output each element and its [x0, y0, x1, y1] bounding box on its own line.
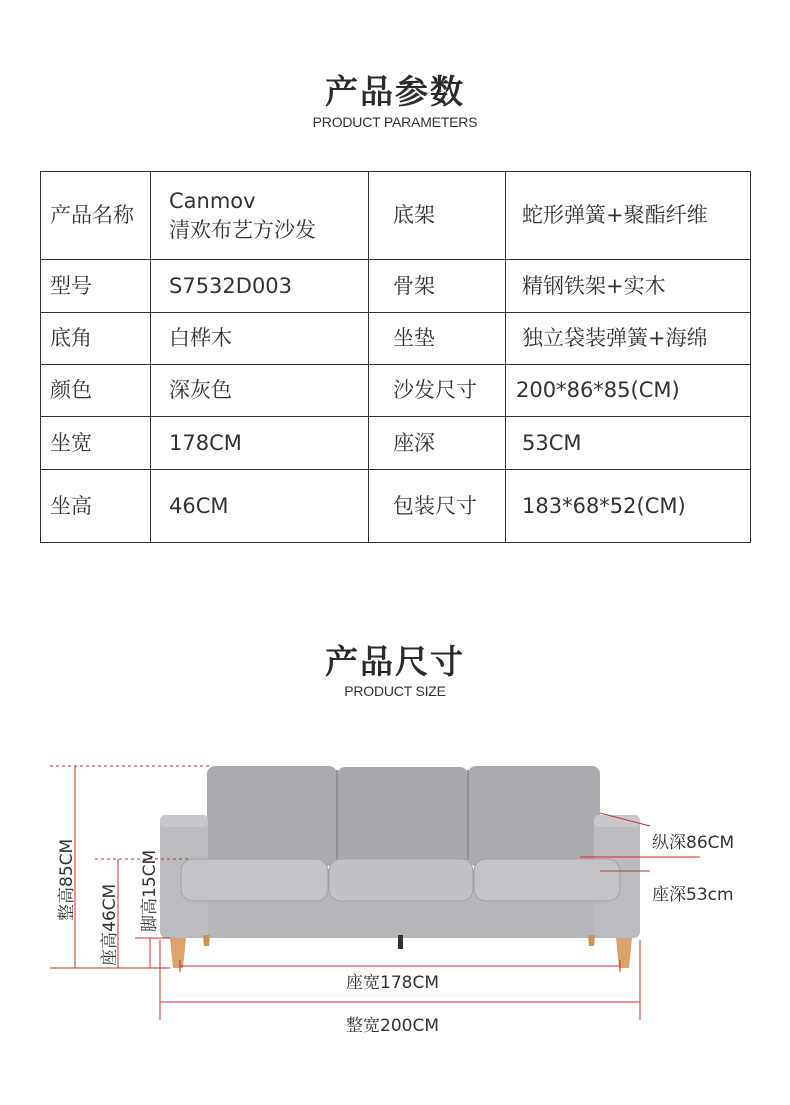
total-width-label: 整宽200CM: [346, 1016, 439, 1036]
product-name: 清欢布艺方沙发: [169, 217, 316, 242]
param-value: S7532D003: [151, 260, 369, 313]
param-label: 沙发尺寸: [369, 365, 506, 417]
total-height-label: 整高85CM: [57, 838, 77, 921]
seat-width-label: 座宽178CM: [346, 973, 439, 993]
param-value: 蛇形弹簧+聚酯纤维: [506, 172, 751, 260]
params-title: 产品参数: [325, 72, 465, 111]
center-support: [398, 935, 403, 949]
total-depth-label: 纵深86CM: [652, 833, 735, 853]
param-label: 产品名称: [41, 172, 151, 260]
back-cushion: [468, 766, 600, 866]
param-value: 深灰色: [151, 365, 369, 417]
leg-height-label: 脚高15CM: [140, 849, 160, 932]
param-value: 精钢铁架+实木: [506, 260, 751, 313]
params-subtitle: PRODUCT PARAMETERS: [312, 114, 478, 130]
seat-cushion: [474, 859, 620, 901]
right-arm-top: [594, 815, 640, 827]
param-label: 颜色: [41, 365, 151, 417]
seat-cushion: [181, 859, 328, 901]
param-label: 底架: [369, 172, 506, 260]
param-label: 骨架: [369, 260, 506, 313]
back-cushion: [207, 766, 337, 866]
param-label: 型号: [41, 260, 151, 313]
param-value: 200*86*85(CM): [506, 365, 751, 417]
sofa-leg: [616, 938, 632, 968]
param-label: 坐高: [41, 470, 151, 543]
product-brand: Canmov: [169, 188, 256, 213]
param-value: 46CM: [151, 470, 369, 543]
left-arm-top: [160, 815, 208, 827]
back-cushion: [337, 767, 468, 866]
sofa-leg: [588, 935, 595, 946]
param-value: 独立袋装弹簧+海绵: [506, 313, 751, 365]
sofa-leg: [203, 935, 210, 946]
param-label: 座深: [369, 417, 506, 470]
seat-cushion: [329, 859, 473, 901]
param-label: 包装尺寸: [369, 470, 506, 543]
param-value: 53CM: [506, 417, 751, 470]
size-subtitle: PRODUCT SIZE: [344, 683, 446, 699]
param-label: 坐宽: [41, 417, 151, 470]
param-value: 183*68*52(CM): [506, 470, 751, 543]
param-label: 底角: [41, 313, 151, 365]
sofa-leg: [170, 938, 186, 968]
sofa-illustration: [160, 766, 640, 968]
param-value: 178CM: [151, 417, 369, 470]
seat-height-label: 座高46CM: [100, 883, 120, 966]
param-value: 白桦木: [151, 313, 369, 365]
size-title: 产品尺寸: [325, 642, 465, 681]
seat-depth-label: 座深53cm: [652, 885, 734, 905]
param-label: 坐垫: [369, 313, 506, 365]
